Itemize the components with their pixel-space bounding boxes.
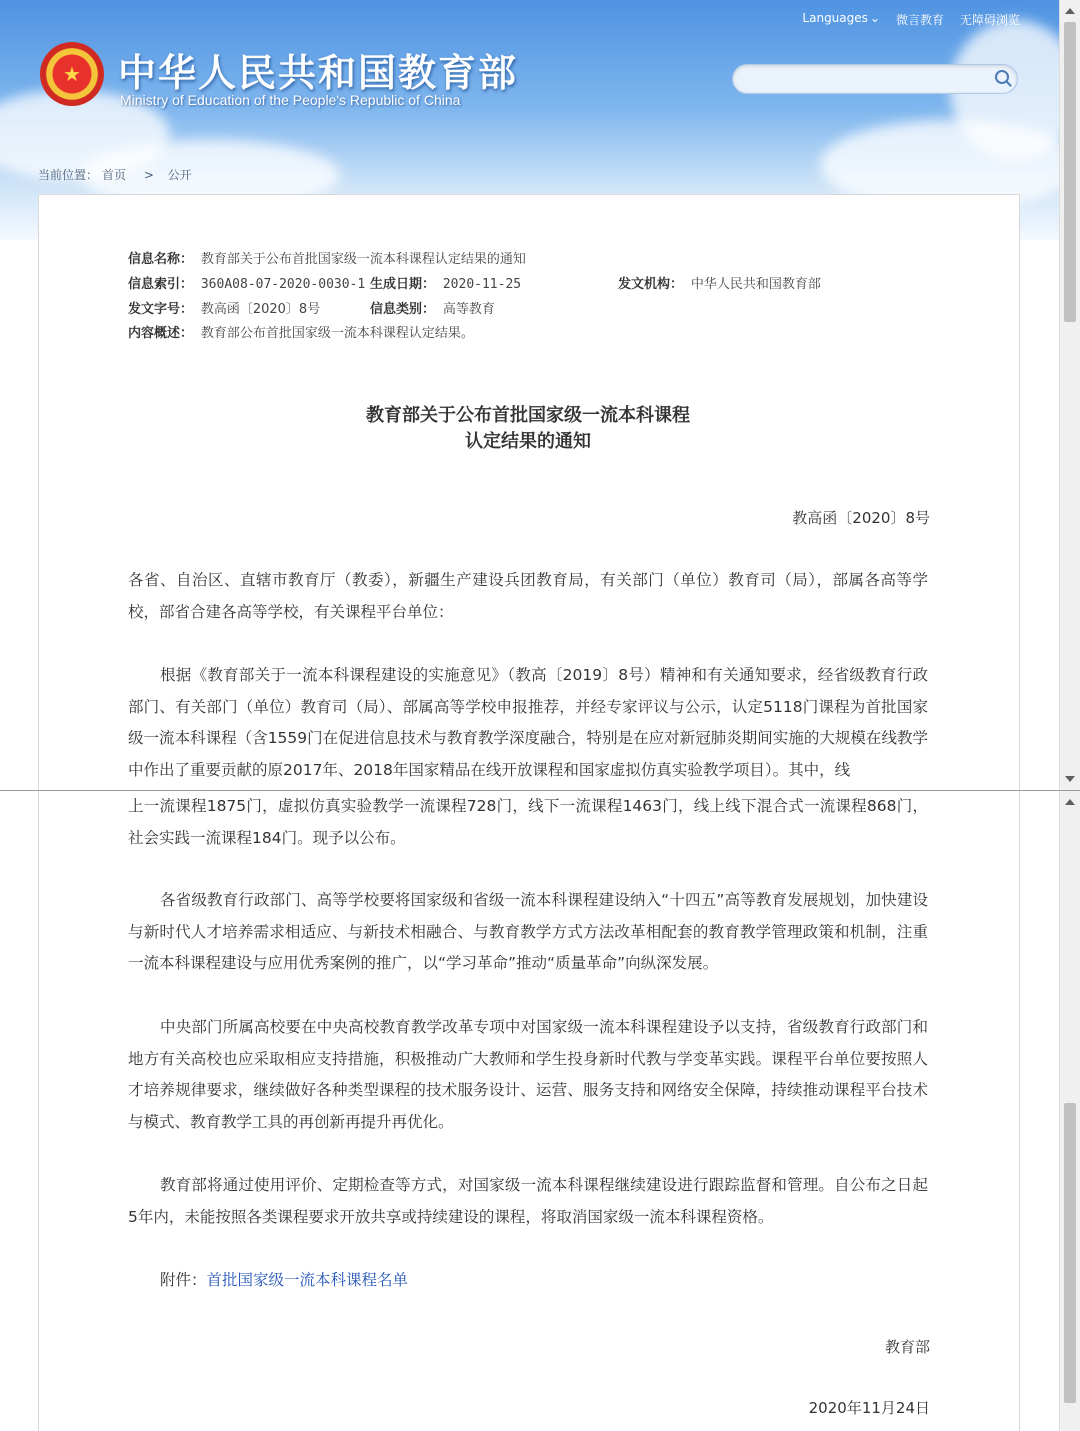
site-title: 中华人民共和国教育部 [118,51,519,95]
meta-docno-label: 发文字号： [128,302,194,317]
scroll-down-icon[interactable] [1065,776,1075,782]
scroll-up-icon[interactable] [1065,799,1075,805]
meta-issuer-label: 发文机构： [618,277,684,292]
paragraph-1-bottom: 上一流课程1875门，虚拟仿真实验教学一流课程728门，线下一流课程1463门，线上线下混合式一流课程868门，社会实践一流课程184门。现予以公布。 [128,797,928,847]
languages-link[interactable]: Languages [802,11,868,25]
accessibility-link[interactable]: 无障碍浏览 [959,13,1020,27]
attachment-label: 附件： [160,1271,207,1289]
paragraph-4: 教育部将通过使用评价、定期检查等方式，对国家级一流本科课程继续建设进行跟踪监督和管理。自公布之日起5年内，未能按照各类课程要求开放共享或持续建设的课程，将取消国家级一流本科课程资格。 [128,1176,928,1226]
meta-issuer-value: 中华人民共和国教育部 [690,277,821,292]
recipients-paragraph: 各省、自治区、直辖市教育厅（教委），新疆生产建设兵团教育局，有关部门（单位）教育司（局），部属各高等学校，部省合建各高等学校，有关课程平台单位： [128,571,928,621]
scrollbar-top[interactable] [1059,0,1080,790]
document-title-line2: 认定结果的通知 [465,431,591,452]
search-icon[interactable] [995,70,1009,84]
national-emblem-icon: ★ [40,42,104,106]
weiyan-link[interactable]: 微言教育 [895,13,944,27]
meta-date-value: 2020-11-25 [442,277,522,292]
search-input[interactable] [745,65,989,93]
meta-category-label: 信息类别： [370,302,436,317]
paragraph-1-top: 根据《教育部关于一流本科课程建设的实施意见》（教高〔2019〕8号）精神和有关通知要求，经省级教育行政部门、有关部门（单位）教育司（局）、部属高等学校申报推荐，并经专家评议与公示，认定5118门课程为首批国家级一流本科课程（含1559门在促进信息技术与教育教学深度融合，特别是在应对新冠肺炎期间实施的大规模在线教学中作出了重要贡献的原2017年、2018年国家精品在线开放课程和国家虚拟仿真实验教学项目）。其中，线 [128,666,928,779]
document-title-line1: 教育部关于公布首批国家级一流本科课程 [366,405,690,426]
breadcrumb-current[interactable]: 公开 [167,168,192,182]
breadcrumb-separator: > [143,168,154,182]
scroll-thumb[interactable] [1064,1103,1076,1403]
paragraph-3: 中央部门所属高校要在中央高校教育教学改革专项中对国家级一流本科课程建设予以支持，省级教育行政部门和地方有关高校也应采取相应支持措施，积极推动广大教师和学生投身新时代教与学变革实践。课程平台单位要按照人才培养规律要求，继续做好各种类型课程的技术服务设计、运营、服务支持和网络安全保障，持续推动课程平台技术与模式、教育教学工具的再创新再提升再优化。 [128,1018,928,1131]
meta-name-label: 信息名称： [128,252,194,267]
bottom-viewport [0,791,1080,1431]
breadcrumb-home[interactable]: 首页 [102,168,127,182]
paragraph-2: 各省级教育行政部门、高等学校要将国家级和省级一流本科课程建设纳入“十四五”高等教育发展规划，加快建设与新时代人才培养需求相适应、与新技术相融合、与教育教学方式方法改革相配套的教育教学管理政策和机制，注重一流本科课程建设与应用优秀案例的推广，以“学习革命”推动“质量革命”向纵深发展。 [128,891,928,972]
scroll-up-icon[interactable] [1065,8,1075,14]
breadcrumb [38,166,196,183]
attachment-link[interactable]: 首批国家级一流本科课程名单 [206,1271,409,1289]
document-title [128,403,928,455]
signature: 教育部 [884,1338,930,1356]
meta-name-value: 教育部关于公布首批国家级一流本科课程认定结果的通知 [200,252,526,267]
chevron-down-icon[interactable]: ⌄ [869,11,880,25]
meta-date-label: 生成日期： [370,277,436,292]
scroll-thumb[interactable] [1064,22,1076,322]
document-number: 教高函〔2020〕8号 [792,509,930,527]
meta-index-label: 信息索引： [128,277,194,292]
breadcrumb-prefix: 当前位置： [38,168,99,182]
meta-category-value: 高等教育 [442,302,495,317]
meta-summary-label: 内容概述： [128,326,194,341]
meta-index-value: 360A08-07-2020-0030-1 [200,277,366,292]
attachment-line [128,1265,928,1297]
scrollbar-bottom[interactable] [1059,791,1080,1431]
top-links [802,11,1020,28]
meta-summary-value: 教育部公布首批国家级一流本科课程认定结果。 [200,326,474,341]
signature-date: 2020年11月24日 [808,1399,930,1417]
site-subtitle: Ministry of Education of the People's Republic of China [120,92,461,108]
meta-docno-value: 教高函〔2020〕8号 [200,302,321,317]
search-box [732,64,1018,94]
